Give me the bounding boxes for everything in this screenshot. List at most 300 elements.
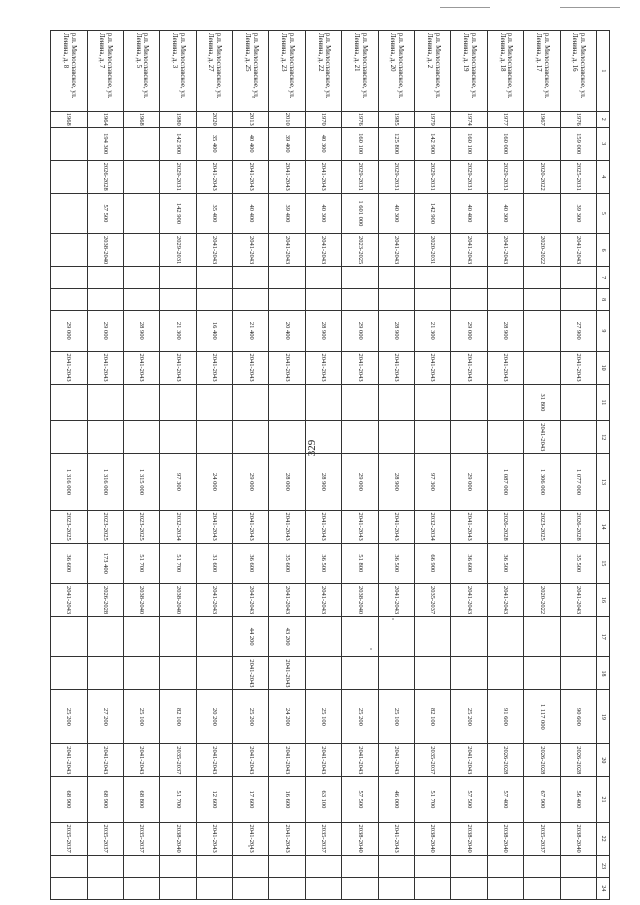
table-cell: 173 400	[87, 543, 123, 583]
table-cell: 125 800	[378, 127, 414, 160]
table-cell: 24 000	[196, 454, 232, 510]
table-cell: 2041-2043	[305, 234, 341, 267]
table-cell: 2041-2043	[196, 160, 232, 193]
table-cell	[524, 855, 560, 877]
table-cell	[487, 877, 523, 899]
table-cell: 56 400	[560, 777, 596, 822]
table-row	[487, 31, 523, 900]
table-cell: 1976	[560, 111, 596, 127]
table-cell: 2041-2043	[269, 822, 305, 855]
table-cell	[524, 617, 560, 657]
rotated-page-content	[50, 30, 610, 900]
table-cell: 28 900	[123, 311, 159, 351]
table-cell: 57 500	[342, 777, 378, 822]
table-cell: 2013	[233, 111, 269, 127]
table-cell	[123, 267, 159, 289]
table-cell: 97 300	[160, 454, 196, 510]
table-cell	[269, 421, 305, 454]
table-cell: 2041-2043	[233, 744, 269, 777]
table-cell: 2041-2043	[487, 351, 523, 384]
table-cell: 142 900	[160, 127, 196, 160]
table-cell: 2035-2037	[415, 744, 451, 777]
column-number-header: 10	[597, 351, 610, 384]
table-cell: 2041-2043	[451, 744, 487, 777]
table-cell: 16 600	[269, 777, 305, 822]
table-cell: 2041-2043	[233, 584, 269, 617]
table-cell: 2023-2025	[51, 510, 88, 543]
table-row	[560, 31, 596, 900]
table-cell: 25 200	[51, 690, 88, 744]
table-cell: 25 100	[305, 690, 341, 744]
table-cell: 2041-2043	[451, 510, 487, 543]
table-cell: 17 600	[233, 777, 269, 822]
table-cell: 2041-2043	[451, 351, 487, 384]
table-cell: 63 100	[305, 777, 341, 822]
table-cell: 28 900	[305, 311, 341, 351]
table-cell	[378, 384, 414, 421]
table-cell	[305, 855, 341, 877]
table-cell	[487, 267, 523, 289]
table-cell: 12 600	[196, 777, 232, 822]
table-cell: 1 087 000	[487, 454, 523, 510]
table-cell: 2041-2043	[378, 351, 414, 384]
table-cell	[51, 234, 88, 267]
table-cell: 2029-2031	[415, 160, 451, 193]
table-row	[524, 31, 560, 900]
table-cell: 67 900	[524, 777, 560, 822]
table-cell: 2029-2031	[160, 160, 196, 193]
table-cell: 1964	[87, 111, 123, 127]
table-cell: 1 077 000	[560, 454, 596, 510]
table-cell	[51, 877, 88, 899]
column-number-header: 22	[597, 822, 610, 855]
table-cell: 2020-2031	[415, 234, 451, 267]
table-cell	[160, 421, 196, 454]
table-cell: 2020-2022	[524, 160, 560, 193]
table-cell: 36 600	[51, 543, 88, 583]
table-cell: 2041-2043	[305, 510, 341, 543]
table-cell	[160, 877, 196, 899]
table-cell: 51 700	[160, 777, 196, 822]
scan-mark	[440, 7, 490, 8]
address-cell: р.п. Милославское, ул. Ленина, д. 8	[51, 31, 88, 112]
table-cell: 2041-2043	[451, 234, 487, 267]
table-cell: 40 300	[305, 193, 341, 233]
table-cell: 1976	[342, 111, 378, 127]
table-cell: 35 500	[560, 543, 596, 583]
table-cell: 21 300	[160, 311, 196, 351]
table-cell: 2038-2040	[487, 822, 523, 855]
table-cell	[269, 289, 305, 311]
table-cell	[378, 289, 414, 311]
table-cell: 28 900	[305, 454, 341, 510]
table-cell: 36 500	[305, 543, 341, 583]
table-row	[415, 31, 451, 900]
table-cell: 82 100	[415, 690, 451, 744]
table-cell: 2041-2043	[269, 351, 305, 384]
table-cell: 36 600	[233, 543, 269, 583]
table-cell: 2035-2037	[305, 822, 341, 855]
table-cell: 27 200	[87, 690, 123, 744]
table-row	[51, 31, 88, 900]
table-cell: 20 200	[196, 690, 232, 744]
table-cell	[378, 657, 414, 690]
table-cell: 2038-2040	[160, 822, 196, 855]
table-cell	[51, 855, 88, 877]
table-cell	[51, 289, 88, 311]
table-cell: 31 800	[524, 384, 560, 421]
table-cell: 21 300	[415, 311, 451, 351]
table-cell: 2041-2043	[196, 822, 232, 855]
table-cell	[123, 421, 159, 454]
table-cell: 2026-2028	[524, 744, 560, 777]
table-cell	[487, 657, 523, 690]
table-cell: 2041-2043	[123, 744, 159, 777]
table-cell	[305, 657, 341, 690]
table-cell: 16 400	[196, 311, 232, 351]
table-cell: 160 000	[487, 127, 523, 160]
table-cell	[342, 267, 378, 289]
table-cell: 2026-2028	[87, 584, 123, 617]
table-cell: 2041-2043	[269, 584, 305, 617]
column-number-header: 4	[597, 160, 610, 193]
table-cell: 159 000	[560, 127, 596, 160]
table-cell: 2035-2037	[87, 822, 123, 855]
table-cell: 2041-2043	[196, 744, 232, 777]
table-cell: 2041-2043	[196, 234, 232, 267]
table-cell	[560, 855, 596, 877]
table-cell	[87, 421, 123, 454]
table-cell: 2020-2022	[524, 234, 560, 267]
table-cell	[87, 877, 123, 899]
table-cell	[487, 421, 523, 454]
table-body	[51, 31, 597, 900]
table-cell: 2023-2025	[342, 234, 378, 267]
table-cell: 36 600	[451, 543, 487, 583]
table-cell: 2041-2043	[51, 584, 88, 617]
table-cell	[342, 657, 378, 690]
table-cell: 1970	[305, 111, 341, 127]
table-cell	[233, 384, 269, 421]
table-cell	[524, 351, 560, 384]
table-cell: 82 100	[160, 690, 196, 744]
table-cell	[451, 384, 487, 421]
table-cell: 1 306 000	[524, 454, 560, 510]
table-cell: 21 400	[233, 311, 269, 351]
table-cell: 2035-2037	[524, 822, 560, 855]
column-number-row	[597, 31, 610, 900]
table-cell	[560, 267, 596, 289]
table-cell	[51, 127, 88, 160]
column-number-header: 16	[597, 584, 610, 617]
table-cell: 91 600	[487, 690, 523, 744]
table-cell	[87, 289, 123, 311]
table-cell: 43 200	[269, 617, 305, 657]
table-cell: 46 000	[378, 777, 414, 822]
table-cell: 39 300	[560, 193, 596, 233]
address-cell: р.п. Милославское, ул. Ленина, д. 18	[487, 31, 523, 112]
table-cell	[342, 855, 378, 877]
table-cell: 2041-2043	[560, 351, 596, 384]
table-cell	[196, 267, 232, 289]
column-number-header: 6	[597, 234, 610, 267]
table-cell	[196, 289, 232, 311]
table-row	[451, 31, 487, 900]
table-cell	[123, 855, 159, 877]
table-cell: 2041-2043	[415, 351, 451, 384]
table-cell	[524, 311, 560, 351]
table-cell: 1968	[123, 111, 159, 127]
table-cell	[196, 877, 232, 899]
table-cell	[123, 193, 159, 233]
table-cell	[196, 384, 232, 421]
column-number-header: 9	[597, 311, 610, 351]
address-cell: р.п. Милославское, ул. Ленина, д. 5	[123, 31, 159, 112]
table-cell	[123, 384, 159, 421]
table-cell: 2026-2028	[487, 510, 523, 543]
table-cell: 25 200	[342, 690, 378, 744]
address-cell: р.п. Милославское, ул. Ленина, д. 16	[560, 31, 596, 112]
table-cell: 2041-2043	[233, 351, 269, 384]
table-cell: 68 900	[51, 777, 88, 822]
table-cell	[123, 127, 159, 160]
table-cell	[560, 289, 596, 311]
table-cell: 2041-2043	[378, 510, 414, 543]
column-number-header: 3	[597, 127, 610, 160]
table-cell: 57 400	[487, 777, 523, 822]
table-cell	[524, 267, 560, 289]
scan-mark	[560, 7, 620, 8]
column-number-header: 13	[597, 454, 610, 510]
table-cell	[378, 855, 414, 877]
table-cell: 51 800	[342, 543, 378, 583]
table-cell: 2041-2043	[123, 351, 159, 384]
address-cell: р.п. Милославское, ул. Ленина, д. 7	[87, 31, 123, 112]
table-cell	[123, 289, 159, 311]
table-cell: 160 100	[451, 127, 487, 160]
table-cell: 97 300	[415, 454, 451, 510]
table-cell: 1977	[487, 111, 523, 127]
table-cell: 160 100	[342, 127, 378, 160]
table-cell: 2041-2043	[342, 510, 378, 543]
table-cell: 25 100	[378, 690, 414, 744]
table-cell	[305, 877, 341, 899]
table-cell: 36 500	[487, 543, 523, 583]
table-cell: 2035-2037	[51, 822, 88, 855]
table-cell	[378, 877, 414, 899]
table-cell: 2041-2043	[269, 744, 305, 777]
table-cell: 2041-2043	[524, 421, 560, 454]
table-cell: 1968	[51, 111, 88, 127]
table-cell	[51, 384, 88, 421]
table-cell	[524, 127, 560, 160]
table-cell: 2032-2034	[415, 510, 451, 543]
table-cell: 2041-2043	[87, 744, 123, 777]
table-cell: 1 117 000	[524, 690, 560, 744]
table-cell: 51 700	[160, 543, 196, 583]
table-cell: 31 600	[196, 543, 232, 583]
column-number-header: 2	[597, 111, 610, 127]
table-cell: 25 100	[123, 690, 159, 744]
table-cell: 2041-2043	[196, 584, 232, 617]
table-cell: 29 000	[233, 454, 269, 510]
table-cell: 2041-2043	[269, 234, 305, 267]
table-cell	[415, 657, 451, 690]
column-number-header: 15	[597, 543, 610, 583]
table-cell	[378, 617, 414, 657]
table-row	[305, 31, 341, 900]
table-cell: 35 400	[196, 127, 232, 160]
column-number-header: 8	[597, 289, 610, 311]
table-cell	[415, 267, 451, 289]
table-cell	[51, 657, 88, 690]
table-cell: 40 300	[305, 127, 341, 160]
table-cell: 2041-2043	[378, 234, 414, 267]
table-cell: 28 000	[269, 454, 305, 510]
table-cell	[160, 289, 196, 311]
table-cell: 142 900	[415, 193, 451, 233]
table-cell	[305, 384, 341, 421]
table-cell: 2038-2040	[342, 822, 378, 855]
table-cell	[487, 289, 523, 311]
table-cell	[196, 657, 232, 690]
table-cell: 1 316 000	[87, 454, 123, 510]
table-cell	[269, 877, 305, 899]
table-cell: 2026-2028	[87, 160, 123, 193]
table-cell	[305, 617, 341, 657]
table-cell: 2023-2025	[123, 510, 159, 543]
table-cell	[451, 267, 487, 289]
table-cell: 2041-2043	[342, 351, 378, 384]
table-cell: 29 000	[87, 311, 123, 351]
table-cell	[451, 855, 487, 877]
table-cell: 28 900	[487, 311, 523, 351]
table-cell	[560, 617, 596, 657]
table-cell: 35 600	[269, 543, 305, 583]
table-cell	[487, 384, 523, 421]
table-row	[160, 31, 196, 900]
table-cell: 68 800	[123, 777, 159, 822]
address-cell: р.п. Милославское, ул. Ленина, д. 23	[269, 31, 305, 112]
table-cell: 1 316 000	[51, 454, 88, 510]
table-cell: 2038-2040	[415, 822, 451, 855]
table-cell: 2038-2040	[451, 822, 487, 855]
table-cell: 2041-2043	[378, 822, 414, 855]
table-cell	[123, 160, 159, 193]
table-cell: 28 900	[378, 454, 414, 510]
table-cell: 68 900	[87, 777, 123, 822]
column-number-header: 7	[597, 267, 610, 289]
table-cell: 28 900	[378, 311, 414, 351]
table-cell: 29 000	[451, 311, 487, 351]
table-cell	[342, 289, 378, 311]
table-cell: 2020	[196, 111, 232, 127]
table-cell: 2038-2040	[342, 584, 378, 617]
table-cell: 2041-2043	[305, 744, 341, 777]
column-number-header: 17	[597, 617, 610, 657]
table-cell: 2041-2043	[87, 351, 123, 384]
table-cell	[160, 657, 196, 690]
table-cell	[87, 657, 123, 690]
table-cell: 2026-2028	[560, 744, 596, 777]
table-cell: 2041-2043	[269, 160, 305, 193]
table-cell: 2029-2031	[160, 234, 196, 267]
column-number-header: 5	[597, 193, 610, 233]
table-cell: 1 601 000	[342, 193, 378, 233]
table-cell: 40 400	[451, 193, 487, 233]
table-cell: 29 000	[342, 311, 378, 351]
table-cell: 40 300	[378, 193, 414, 233]
table-cell	[451, 421, 487, 454]
address-cell: р.п. Милославское, ул. Ленина, д. 19	[451, 31, 487, 112]
table-cell: 2041-2043	[305, 584, 341, 617]
table-cell	[415, 384, 451, 421]
table-row	[342, 31, 378, 900]
column-number-header: 18	[597, 657, 610, 690]
table-cell: 2041-2043	[51, 744, 88, 777]
table-cell	[233, 877, 269, 899]
table-cell	[451, 877, 487, 899]
table-cell	[451, 289, 487, 311]
column-number-header: 14	[597, 510, 610, 543]
address-cell: р.п. Милославское, ул. Ленина, д. 3	[160, 31, 196, 112]
table-cell: 1980	[160, 111, 196, 127]
table-row	[233, 31, 269, 900]
table-cell	[123, 877, 159, 899]
table-cell	[305, 421, 341, 454]
table-cell	[269, 855, 305, 877]
table-cell: 2029-2031	[378, 160, 414, 193]
table-cell	[415, 617, 451, 657]
table-cell	[524, 543, 560, 583]
table-cell: 90 600	[560, 690, 596, 744]
table-cell	[305, 267, 341, 289]
address-cell: р.п. Милославское, ул. Ленина, д. 20	[378, 31, 414, 112]
table-cell: 20 400	[269, 311, 305, 351]
table-cell: 2032-2034	[160, 510, 196, 543]
table-cell: 25 200	[451, 690, 487, 744]
table-cell	[524, 289, 560, 311]
table-cell: 39 400	[269, 127, 305, 160]
table-cell: 2029-2031	[451, 160, 487, 193]
table-cell	[451, 617, 487, 657]
table-cell	[415, 289, 451, 311]
table-cell: 2041-2043	[560, 584, 596, 617]
address-cell: р.п. Милославское, ул. Ленина, д. 17	[524, 31, 560, 112]
table-cell: 29 000	[342, 454, 378, 510]
table-cell	[342, 384, 378, 421]
column-number-header: 24	[597, 877, 610, 899]
table-cell: 24 200	[269, 690, 305, 744]
address-cell: р.п. Милославское, ул. Ленина, д. 25	[233, 31, 269, 112]
table-cell: 36 500	[378, 543, 414, 583]
table-cell	[524, 193, 560, 233]
table-cell	[560, 384, 596, 421]
table-cell	[51, 267, 88, 289]
column-number-header: 21	[597, 777, 610, 822]
table-cell	[160, 267, 196, 289]
table-cell	[451, 657, 487, 690]
table-cell: 2038-2040	[160, 584, 196, 617]
table-cell: 2035-2037	[415, 584, 451, 617]
table-cell	[123, 617, 159, 657]
table-cell: 1967	[524, 111, 560, 127]
table-cell: 2041-2043	[196, 510, 232, 543]
table-cell	[233, 289, 269, 311]
table-cell: 2020-2022	[524, 584, 560, 617]
table-cell: 2041-2043	[305, 160, 341, 193]
table-cell	[233, 855, 269, 877]
